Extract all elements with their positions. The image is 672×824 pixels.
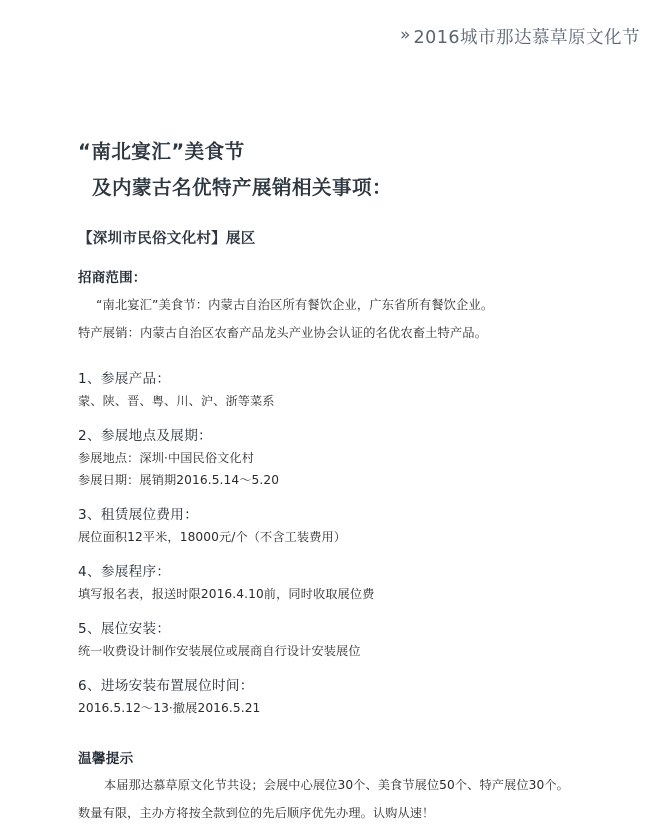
section-body-line: 展位面积12平米，18000元/个（不含工装费用） (78, 530, 347, 545)
section-body-line: 参展日期：展销期2016.5.14～5.20 (78, 473, 280, 488)
section-item (78, 676, 598, 719)
tips-heading: 温馨提示 (78, 750, 134, 767)
page-title-line-1: “南北宴汇”美食节 (78, 140, 245, 163)
double-chevron-right-icon: » (400, 24, 409, 45)
page-header (0, 0, 672, 72)
section-title: 2、参展地点及展期： (78, 427, 212, 444)
section-body-line: 2016.5.12～13·撤展2016.5.21 (78, 701, 261, 716)
scope-item: “南北宴汇”美食节：内蒙古自治区所有餐饮企业，广东省所有餐饮企业。 (96, 297, 494, 312)
scope-heading: 招商范围： (78, 269, 147, 286)
header-inner (400, 24, 640, 49)
sections-list (78, 369, 598, 719)
section-body-line: 蒙、陕、晋、粤、川、沪、浙等菜系 (78, 394, 275, 409)
section-item (78, 562, 598, 605)
section-title: 1、参展产品： (78, 370, 171, 387)
section-item (78, 369, 598, 412)
section-title: 6、进场安装布置展位时间： (78, 677, 254, 694)
section-title: 3、租赁展位费用： (78, 506, 199, 523)
page-title-line-2: 及内蒙古名优特产展销相关事项： (92, 176, 393, 200)
section-body-line: 填写报名表，报送时限2016.4.10前，同时收取展位费 (78, 587, 375, 602)
tips-line: 数量有限，主办方将按全款到位的先后顺序优先办理。认购从速！ (78, 806, 435, 821)
header-title: 2016城市那达慕草原文化节 (413, 27, 640, 48)
section-item (78, 619, 598, 662)
venue-label: 【深圳市民俗文化村】展区 (78, 230, 256, 247)
section-item (78, 426, 598, 491)
section-title: 4、参展程序： (78, 563, 171, 580)
section-body-line: 参展地点：深圳·中国民俗文化村 (78, 450, 254, 465)
scope-item: 特产展销：内蒙古自治区农畜产品龙头产业协会认证的名优农畜土特产品。 (78, 326, 488, 341)
document-body (78, 140, 598, 824)
section-title: 5、展位安装： (78, 620, 171, 637)
tips-line: 本届那达慕草原文化节共设；会展中心展位30个、美食节展位50个、特产展位30个。 (104, 777, 569, 792)
section-body-line: 统一收费设计制作安装展位或展商自行设计安装展位 (78, 644, 361, 659)
section-item (78, 505, 598, 548)
